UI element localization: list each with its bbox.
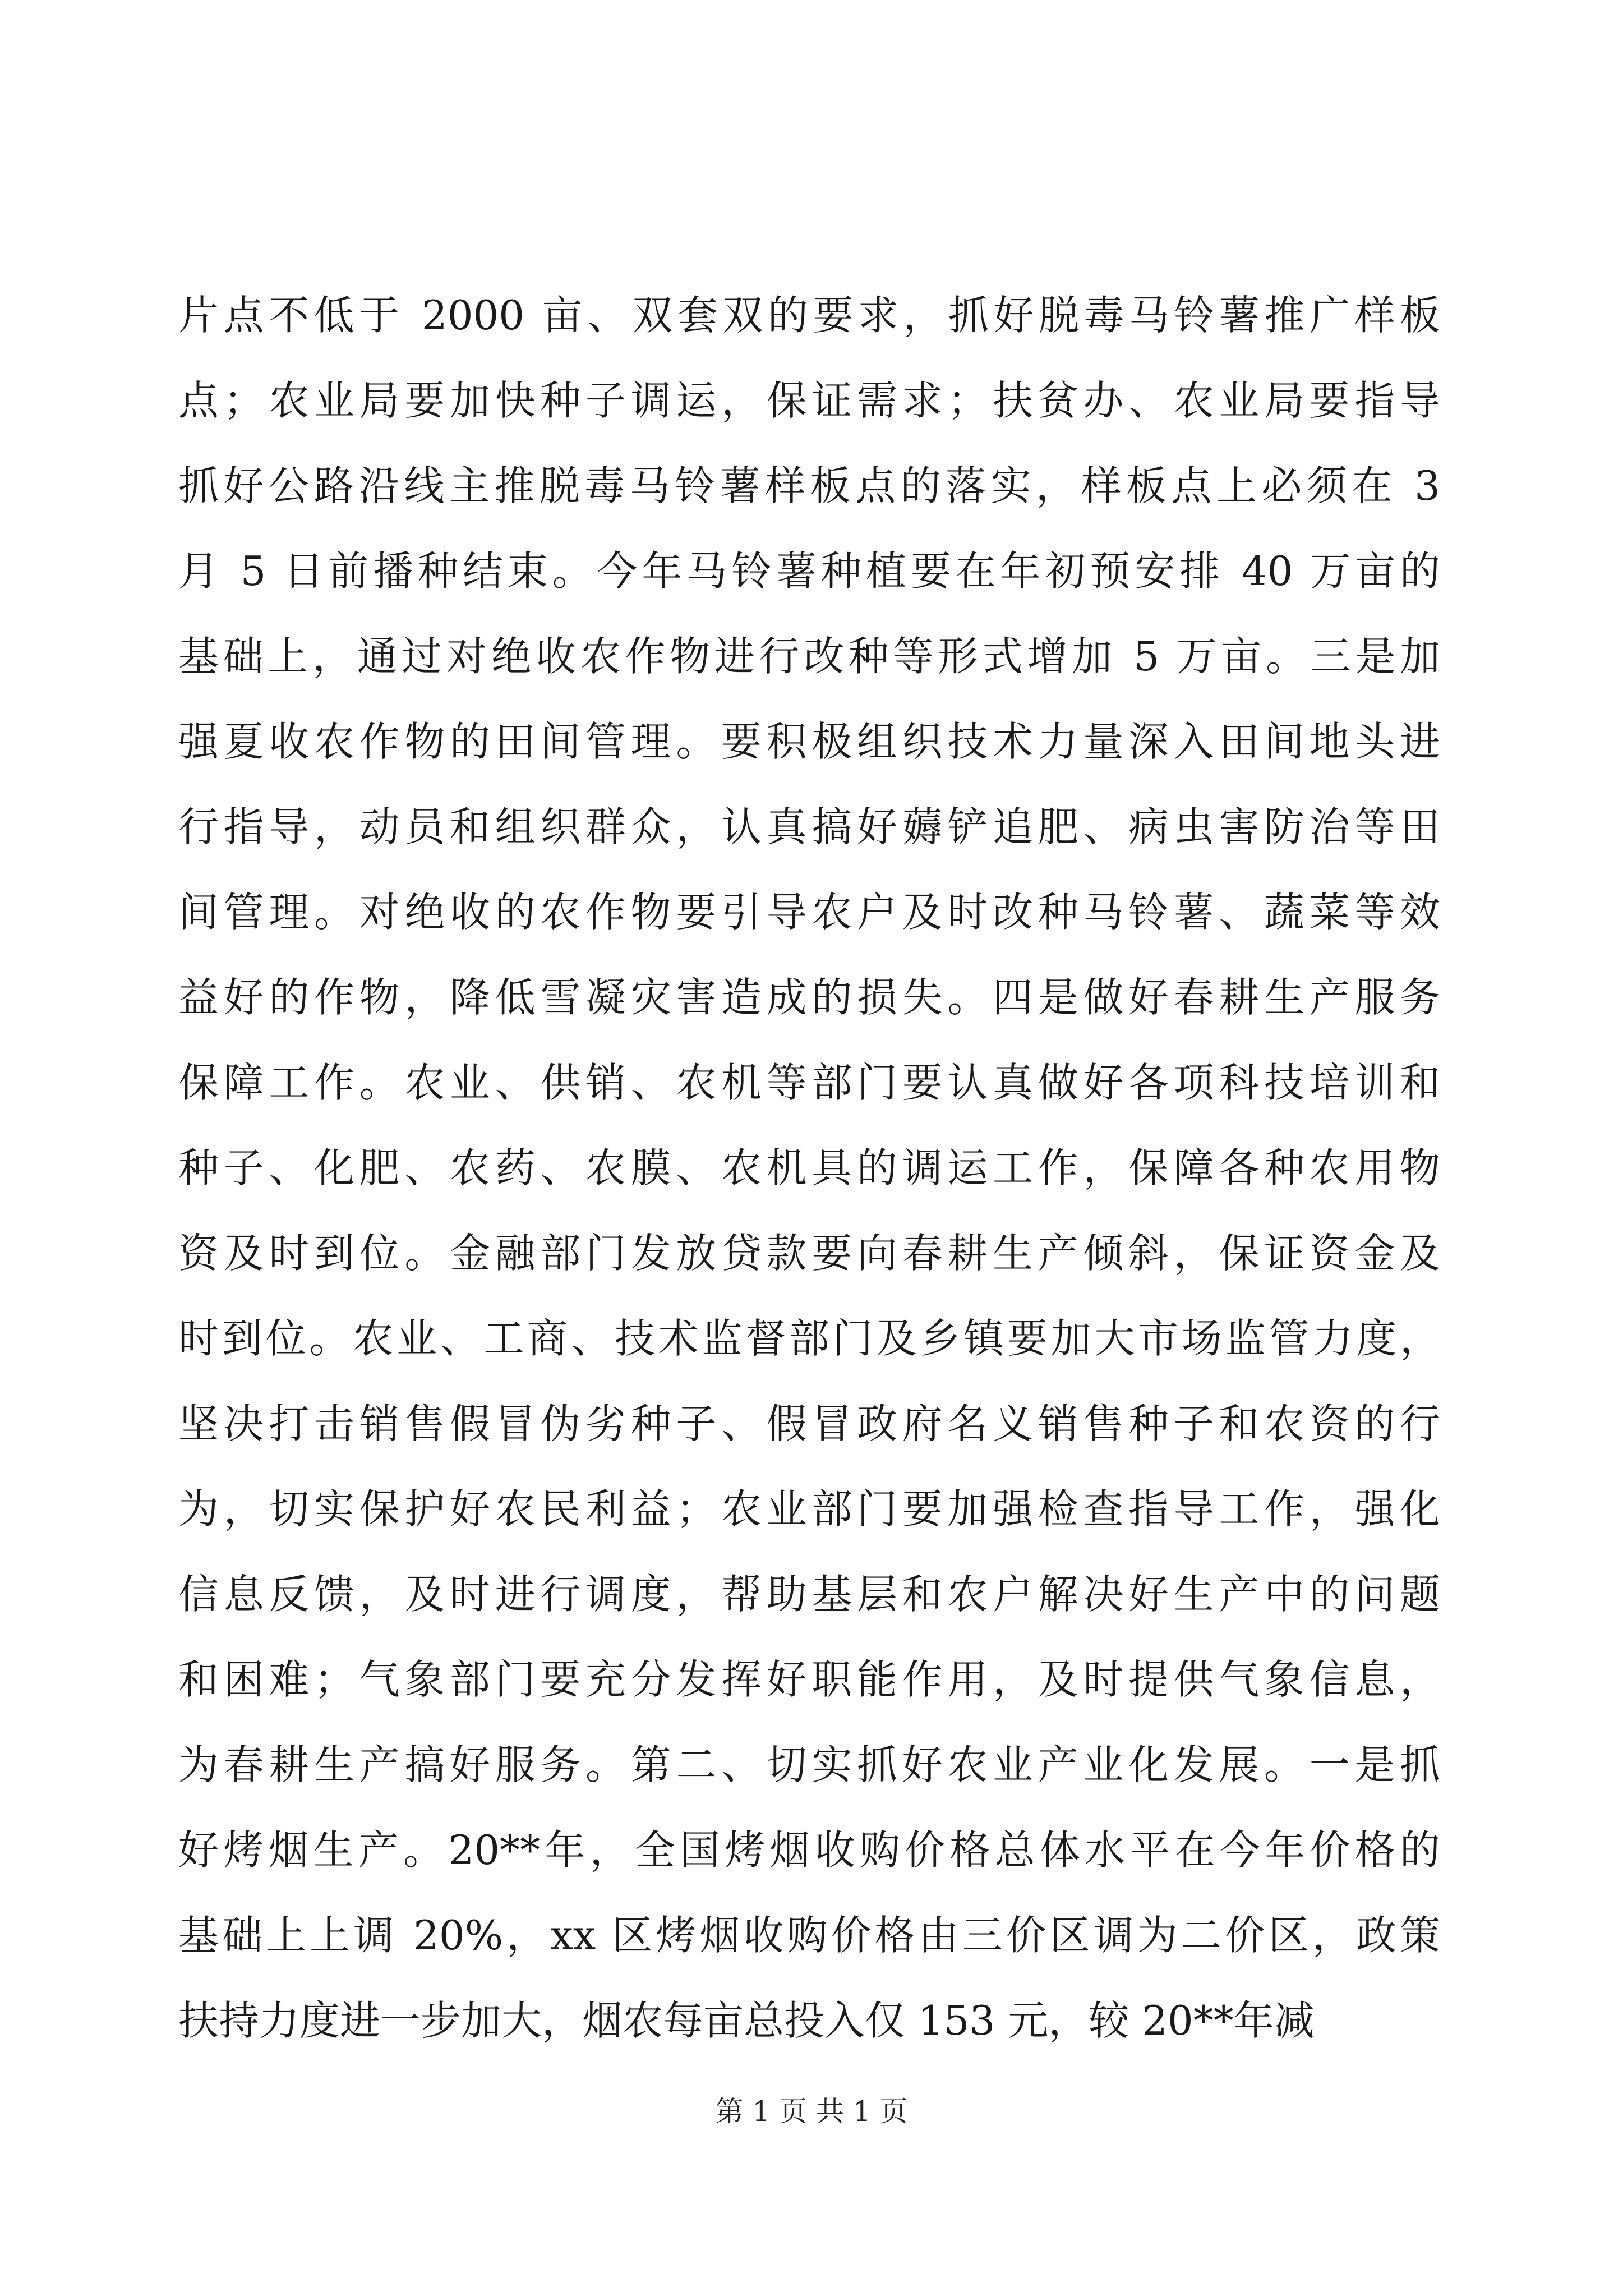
text-line: 月 5 日前播种结束。今年马铃薯种植要在年初预安排 40 万亩的 (178, 547, 1440, 595)
text-line: 时到位。农业、工商、技术监督部门及乡镇要加大市场监管力度， (178, 1315, 1440, 1362)
text-line: 片点不低于 2000 亩、双套双的要求，抓好脱毒马铃薯推广样板 (178, 292, 1440, 339)
text-line: 间管理。对绝收的农作物要引导农户及时改种马铃薯、蔬菜等效 (178, 889, 1440, 936)
text-line: 好烤烟生产。20**年，全国烤烟收购价格总体水平在今年价格的 (178, 1826, 1440, 1874)
text-line: 保障工作。农业、供销、农机等部门要认真做好各项科技培训和 (178, 1059, 1440, 1106)
text-line: 资及时到位。金融部门发放贷款要向春耕生产倾斜，保证资金及 (178, 1230, 1440, 1277)
page-footer: 第 1 页 共 1 页 (715, 2095, 908, 2128)
text-line: 和困难；气象部门要充分发挥好职能作用，及时提供气象信息， (178, 1656, 1440, 1703)
text-line: 为，切实保护好农民利益；农业部门要加强检查指导工作，强化 (178, 1485, 1440, 1533)
text-line: 抓好公路沿线主推脱毒马铃薯样板点的落实，样板点上必须在 3 (178, 462, 1440, 509)
text-line: 扶持力度进一步加大，烟农每亩总投入仅 153 元，较 20**年减 (178, 1997, 1315, 2044)
text-line: 种子、化肥、农药、农膜、农机具的调运工作，保障各种农用物 (178, 1144, 1440, 1191)
text-line: 基础上，通过对绝收农作物进行改种等形式增加 5 万亩。三是加 (178, 633, 1440, 680)
text-line: 益好的作物，降低雪凝灾害造成的损失。四是做好春耕生产服务 (178, 974, 1440, 1021)
text-line: 基础上上调 20%，xx 区烤烟收购价格由三价区调为二价区，政策 (178, 1912, 1440, 1959)
text-line: 行指导，动员和组织群众，认真搞好薅铲追肥、病虫害防治等田 (178, 803, 1440, 850)
body-text (178, 273, 1440, 2063)
text-line: 强夏收农作物的田间管理。要积极组织技术力量深入田间地头进 (178, 718, 1440, 765)
text-line: 信息反馈，及时进行调度，帮助基层和农户解决好生产中的问题 (178, 1571, 1440, 1618)
text-line: 点；农业局要加快种子调运，保证需求；扶贫办、农业局要指导 (178, 377, 1440, 424)
text-line: 坚决打击销售假冒伪劣种子、假冒政府名义销售种子和农资的行 (178, 1400, 1440, 1447)
text-line: 为春耕生产搞好服务。第二、切实抓好农业产业化发展。一是抓 (178, 1741, 1440, 1788)
